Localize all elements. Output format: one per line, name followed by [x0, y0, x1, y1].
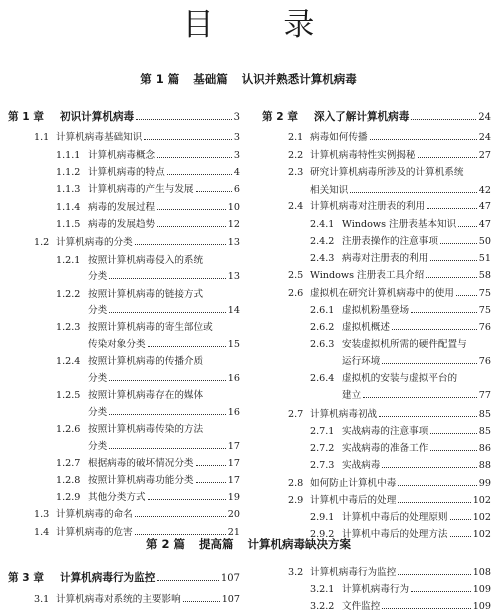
toc-entry-page: 85 — [478, 426, 491, 437]
part-1-name: 基础篇 — [193, 72, 228, 86]
toc-entry-title: Windows 注册表工具介绍 — [310, 270, 425, 281]
toc-entry — [34, 236, 240, 249]
toc-entry-title: 研究计算机病毒所涉及的计算机系统 — [310, 167, 464, 178]
dot-leader — [427, 208, 477, 209]
toc-entry-page: 76 — [478, 356, 491, 367]
toc-entry-page: 16 — [227, 407, 240, 418]
toc-entry-title: 病毒的发展趋势 — [88, 219, 156, 230]
toc-entry-page: 50 — [478, 236, 491, 247]
toc-entry-title: 虚拟机的安装与虚拟平台的 — [342, 373, 458, 384]
dot-leader — [109, 278, 226, 279]
dot-leader — [196, 191, 232, 192]
toc-entry — [88, 338, 240, 351]
toc-entry — [288, 131, 491, 144]
toc-entry-title: 按照计算机病毒的链接方式 — [88, 289, 204, 300]
toc-entry — [56, 166, 240, 179]
toc-entry — [288, 287, 491, 300]
dot-leader — [398, 502, 470, 503]
dot-leader — [411, 312, 477, 313]
toc-entry — [310, 338, 491, 351]
toc-entry-title: 建立 — [342, 390, 362, 401]
toc-entry-page: 17 — [227, 475, 240, 486]
toc-entry — [342, 355, 491, 368]
toc-entry-number: 1.1.5 — [56, 219, 81, 230]
dot-leader — [426, 277, 477, 278]
toc-entry-page: 42 — [478, 185, 491, 196]
toc-entry-page: 107 — [220, 573, 240, 584]
page-title: 目 录 — [182, 7, 345, 43]
toc-entry-page: 47 — [478, 201, 491, 212]
toc-entry-number: 1.2.8 — [56, 475, 81, 486]
toc-entry-page: 3 — [233, 132, 240, 143]
toc-entry-title: 分类 — [88, 441, 108, 452]
toc-entry-page: 12 — [227, 219, 240, 230]
toc-entry-page: 20 — [227, 509, 240, 520]
dot-leader — [196, 465, 226, 466]
toc-entry-title: 计算机中毒后的处理 — [310, 495, 397, 506]
toc-entry — [56, 288, 240, 301]
dot-leader — [135, 516, 226, 517]
toc-entry — [310, 583, 491, 596]
toc-entry — [88, 440, 240, 453]
toc-entry-title: 分类 — [88, 271, 108, 282]
toc-entry-title: 计算机病毒基础知识 — [56, 132, 143, 143]
toc-entry-page: 24 — [478, 132, 491, 143]
dot-leader — [157, 209, 226, 210]
toc-entry-title: 深入了解计算机病毒 — [314, 111, 410, 123]
toc-entry-number: 1.2.9 — [56, 492, 81, 503]
toc-entry-page: 47 — [478, 219, 491, 230]
toc-entry-page: 58 — [478, 270, 491, 281]
toc-entry-title: 计算机病毒的分类 — [56, 237, 133, 248]
toc-entry — [56, 423, 240, 436]
toc-entry-page: 6 — [233, 184, 240, 195]
toc-entry-number: 1.4 — [34, 527, 50, 538]
toc-entry-number: 2.3 — [288, 167, 304, 178]
toc-entry — [34, 131, 240, 144]
dot-leader — [430, 260, 476, 261]
toc-entry-number: 2.7 — [288, 409, 304, 420]
toc-entry — [88, 372, 240, 385]
toc-entry-page: 88 — [478, 460, 491, 471]
toc-entry-number: 1.2 — [34, 237, 50, 248]
toc-entry — [310, 425, 491, 438]
dot-leader — [135, 244, 226, 245]
toc-entry — [288, 166, 491, 179]
dot-leader — [109, 312, 226, 313]
toc-entry — [288, 200, 491, 213]
toc-entry — [34, 526, 240, 539]
toc-entry-title: 相关知识 — [310, 185, 349, 196]
toc-entry-number: 2.5 — [288, 270, 304, 281]
dot-leader — [363, 397, 477, 398]
toc-entry-number: 3.2.1 — [310, 584, 335, 595]
toc-entry — [310, 304, 491, 317]
toc-entry-page: 108 — [472, 567, 491, 578]
dot-leader — [411, 119, 476, 120]
toc-entry — [56, 474, 240, 487]
toc-entry-page: 51 — [478, 253, 491, 264]
toc-entry-title: 分类 — [88, 373, 108, 384]
toc-chapter-entry — [8, 111, 240, 124]
toc-entry-number: 1.2.4 — [56, 356, 81, 367]
toc-entry-title: 计算机病毒对注册表的利用 — [310, 201, 426, 212]
toc-entry — [56, 149, 240, 162]
dot-leader — [430, 433, 476, 434]
toc-entry-page: 107 — [221, 594, 240, 605]
toc-entry-title: 虚拟机粉墨登场 — [342, 305, 410, 316]
toc-entry — [310, 442, 491, 455]
toc-entry-title: 计算机病毒概念 — [88, 150, 156, 161]
toc-entry-page: 15 — [227, 339, 240, 350]
toc-entry-page: 99 — [478, 478, 491, 489]
toc-entry — [56, 491, 240, 504]
toc-entry-number: 2.9 — [288, 495, 304, 506]
toc-entry-number: 2.8 — [288, 478, 304, 489]
toc-entry — [310, 321, 491, 334]
toc-entry-number: 2.4 — [288, 201, 304, 212]
toc-entry-page: 17 — [227, 458, 240, 469]
dot-leader — [411, 591, 471, 592]
dot-leader — [440, 243, 477, 244]
toc-entry-number: 1.1.2 — [56, 167, 81, 178]
toc-entry — [56, 389, 240, 402]
dot-leader — [382, 363, 476, 364]
toc-entry-page: 77 — [478, 390, 491, 401]
dot-leader — [144, 139, 232, 140]
toc-entry — [310, 372, 491, 385]
toc-entry — [310, 184, 491, 197]
toc-entry — [56, 183, 240, 196]
toc-entry-number: 2.2 — [288, 150, 304, 161]
toc-entry — [310, 459, 491, 472]
part-2-subtitle: 计算机病毒缺决方案 — [247, 537, 352, 551]
toc-entry-title: 实战病毒的注意事项 — [342, 426, 429, 437]
toc-entry — [288, 494, 491, 507]
toc-entry-number: 第 1 章 — [8, 111, 44, 123]
dot-leader — [379, 416, 477, 417]
dot-leader — [196, 482, 226, 483]
toc-entry-page: 21 — [227, 527, 240, 538]
toc-entry — [56, 321, 240, 334]
toc-entry-number: 1.3 — [34, 509, 50, 520]
toc-entry-number: 1.2.2 — [56, 289, 81, 300]
toc-entry-number: 1.2.5 — [56, 390, 81, 401]
toc-entry-title: 其他分类方式 — [88, 492, 146, 503]
part-2-name: 提高篇 — [199, 537, 234, 551]
toc-entry-page: 19 — [227, 492, 240, 503]
toc-entry-number: 2.6.2 — [310, 322, 335, 333]
part-1-subtitle: 认识并熟悉计算机病毒 — [241, 72, 357, 86]
toc-entry-title: 计算机病毒的产生与发展 — [88, 184, 194, 195]
toc-entry-title: 按照计算机病毒存在的媒体 — [88, 390, 204, 401]
toc-entry-number: 第 3 章 — [8, 572, 44, 584]
toc-entry-title: 计算机病毒对系统的主要影响 — [56, 594, 181, 605]
toc-entry-page: 109 — [472, 601, 491, 612]
toc-entry-number: 1.1.1 — [56, 150, 81, 161]
toc-entry-number: 2.1 — [288, 132, 304, 143]
toc-entry-number: 2.4.1 — [310, 219, 335, 230]
dot-leader — [136, 119, 231, 120]
toc-entry-title: 文件监控 — [342, 601, 381, 612]
toc-entry — [310, 511, 491, 524]
toc-entry-title: 按照计算机病毒功能分类 — [88, 475, 194, 486]
toc-entry-number: 1.1.4 — [56, 202, 81, 213]
dot-leader — [398, 485, 476, 486]
toc-entry-page: 75 — [478, 305, 491, 316]
toc-entry-page: 14 — [227, 305, 240, 316]
toc-entry-page: 4 — [233, 167, 240, 178]
toc-entry-number: 1.1 — [34, 132, 50, 143]
toc-entry-number: 2.4.2 — [310, 236, 335, 247]
toc-entry-page: 3 — [233, 112, 240, 123]
toc-entry-number: 第 2 章 — [262, 111, 298, 123]
toc-entry — [56, 457, 240, 470]
dot-leader — [458, 226, 477, 227]
toc-entry-page: 13 — [227, 271, 240, 282]
toc-entry-title: 计算机中毒后的处理方法 — [342, 529, 448, 540]
toc-entry-page: 16 — [227, 373, 240, 384]
toc-entry-title: 实战病毒的准备工作 — [342, 443, 429, 454]
toc-entry-number: 1.1.3 — [56, 184, 81, 195]
toc-entry-title: 初识计算机病毒 — [60, 111, 135, 123]
dot-leader — [392, 329, 477, 330]
toc-entry — [88, 270, 240, 283]
toc-entry-number: 2.9.1 — [310, 512, 335, 523]
toc-entry-number: 2.4.3 — [310, 253, 335, 264]
toc-entry-title: 计算机中毒后的处理原则 — [342, 512, 448, 523]
dot-leader — [382, 467, 476, 468]
toc-entry-title: 按照计算机病毒传染的方法 — [88, 424, 204, 435]
toc-entry — [56, 355, 240, 368]
dot-leader — [109, 414, 226, 415]
toc-entry-title: 运行环境 — [342, 356, 381, 367]
toc-entry — [34, 593, 240, 606]
toc-entry-title: 分类 — [88, 407, 108, 418]
toc-entry — [310, 600, 491, 613]
dot-leader — [450, 519, 471, 520]
toc-entry — [288, 408, 491, 421]
toc-entry-title: 计算机病毒的特点 — [88, 167, 165, 178]
toc-entry — [88, 304, 240, 317]
dot-leader — [350, 192, 476, 193]
toc-chapter-entry — [262, 111, 491, 124]
dot-leader — [430, 450, 476, 451]
toc-entry-page: 86 — [478, 443, 491, 454]
toc-entry-title: 按照计算机病毒的传播介质 — [88, 356, 204, 367]
toc-entry — [342, 389, 491, 402]
toc-entry-title: 虚拟机概述 — [342, 322, 390, 333]
toc-entry-page: 24 — [478, 112, 491, 123]
toc-entry-number: 2.6.1 — [310, 305, 335, 316]
toc-entry-number: 1.2.3 — [56, 322, 81, 333]
toc-entry-page: 85 — [478, 409, 491, 420]
part-1-heading — [0, 72, 497, 86]
toc-entry — [288, 477, 491, 490]
dot-leader — [157, 226, 226, 227]
toc-entry-page: 102 — [472, 512, 491, 523]
toc-entry — [34, 508, 240, 521]
dot-leader — [382, 608, 470, 609]
toc-entry-title: 根据病毒的破坏情况分类 — [88, 458, 194, 469]
toc-entry — [310, 235, 491, 248]
toc-entry — [310, 252, 491, 265]
toc-entry-page: 3 — [233, 150, 240, 161]
toc-entry-number: 2.7.1 — [310, 426, 335, 437]
dot-leader — [370, 139, 477, 140]
toc-entry-title: 安装虚拟机所需的硬件配置与 — [342, 339, 467, 350]
toc-entry — [288, 566, 491, 579]
dot-leader — [109, 448, 226, 449]
dot-leader — [398, 574, 470, 575]
toc-entry-number: 2.7.3 — [310, 460, 335, 471]
toc-entry-number: 3.2.2 — [310, 601, 335, 612]
toc-entry-number: 1.2.1 — [56, 255, 81, 266]
toc-chapter-entry — [8, 572, 240, 585]
toc-entry-number: 2.9.2 — [310, 529, 335, 540]
toc-entry-title: 病毒对注册表的利用 — [342, 253, 429, 264]
dot-leader — [418, 157, 477, 158]
toc-entry — [288, 149, 491, 162]
toc-entry-title: 病毒的发展过程 — [88, 202, 156, 213]
toc-entry-title: 分类 — [88, 305, 108, 316]
toc-entry-page: 102 — [472, 529, 491, 540]
toc-entry-page: 102 — [472, 495, 491, 506]
toc-entry-title: 计算机病毒的命名 — [56, 509, 133, 520]
dot-leader — [109, 380, 226, 381]
toc-entry — [56, 201, 240, 214]
toc-entry-title: 按照计算机病毒侵入的系统 — [88, 255, 204, 266]
toc-entry-page: 109 — [472, 584, 491, 595]
toc-entry-page: 76 — [478, 322, 491, 333]
toc-entry — [310, 218, 491, 231]
toc-entry-page: 75 — [478, 288, 491, 299]
toc-entry — [88, 406, 240, 419]
toc-entry-number: 2.6.3 — [310, 339, 335, 350]
toc-entry-title: 按照计算机病毒的寄生部位或 — [88, 322, 213, 333]
toc-entry-number: 1.2.7 — [56, 458, 81, 469]
toc-entry-number: 1.2.6 — [56, 424, 81, 435]
toc-entry-title: 注册表操作的注意事项 — [342, 236, 438, 247]
toc-entry-number: 3.1 — [34, 594, 50, 605]
toc-entry-page: 10 — [227, 202, 240, 213]
dot-leader — [135, 534, 226, 535]
dot-leader — [167, 174, 232, 175]
dot-leader — [450, 536, 471, 537]
toc-entry-title: 计算机病毒初战 — [310, 409, 378, 420]
part-2-label: 第 2 篇 — [145, 537, 185, 551]
dot-leader — [183, 601, 220, 602]
toc-entry-number: 2.6.4 — [310, 373, 335, 384]
toc-entry-page: 17 — [227, 441, 240, 452]
toc-entry — [310, 528, 491, 541]
toc-entry-title: 计算机病毒行为监控 — [60, 572, 156, 584]
dot-leader — [148, 346, 226, 347]
toc-entry-number: 3.2 — [288, 567, 304, 578]
toc-entry — [56, 218, 240, 231]
toc-entry-title: 传染对象分类 — [88, 339, 146, 350]
toc-entry-page: 13 — [227, 237, 240, 248]
dot-leader — [157, 157, 232, 158]
toc-entry-title: 病毒如何传播 — [310, 132, 368, 143]
toc-entry-title: 计算机病毒行为监控 — [310, 567, 397, 578]
toc-entry-title: 如何防止计算机中毒 — [310, 478, 397, 489]
toc-entry-number: 2.6 — [288, 288, 304, 299]
toc-entry-title: 计算机病毒行为 — [342, 584, 410, 595]
toc-entry-number: 2.7.2 — [310, 443, 335, 454]
toc-entry-title: 虚拟机在研究计算机病毒中的使用 — [310, 288, 454, 299]
toc-entry — [288, 269, 491, 282]
toc-entry-title: 实战病毒 — [342, 460, 381, 471]
dot-leader — [456, 295, 477, 296]
dot-leader — [148, 499, 226, 500]
toc-entry-page: 27 — [478, 150, 491, 161]
toc-entry-title: 计算机病毒特性实例揭秘 — [310, 150, 416, 161]
part-1-label: 第 1 篇 — [140, 72, 180, 86]
dot-leader — [157, 580, 219, 581]
toc-entry-title: Windows 注册表基本知识 — [342, 219, 457, 230]
toc-entry-title: 计算机病毒的危害 — [56, 527, 133, 538]
toc-entry — [56, 254, 240, 267]
